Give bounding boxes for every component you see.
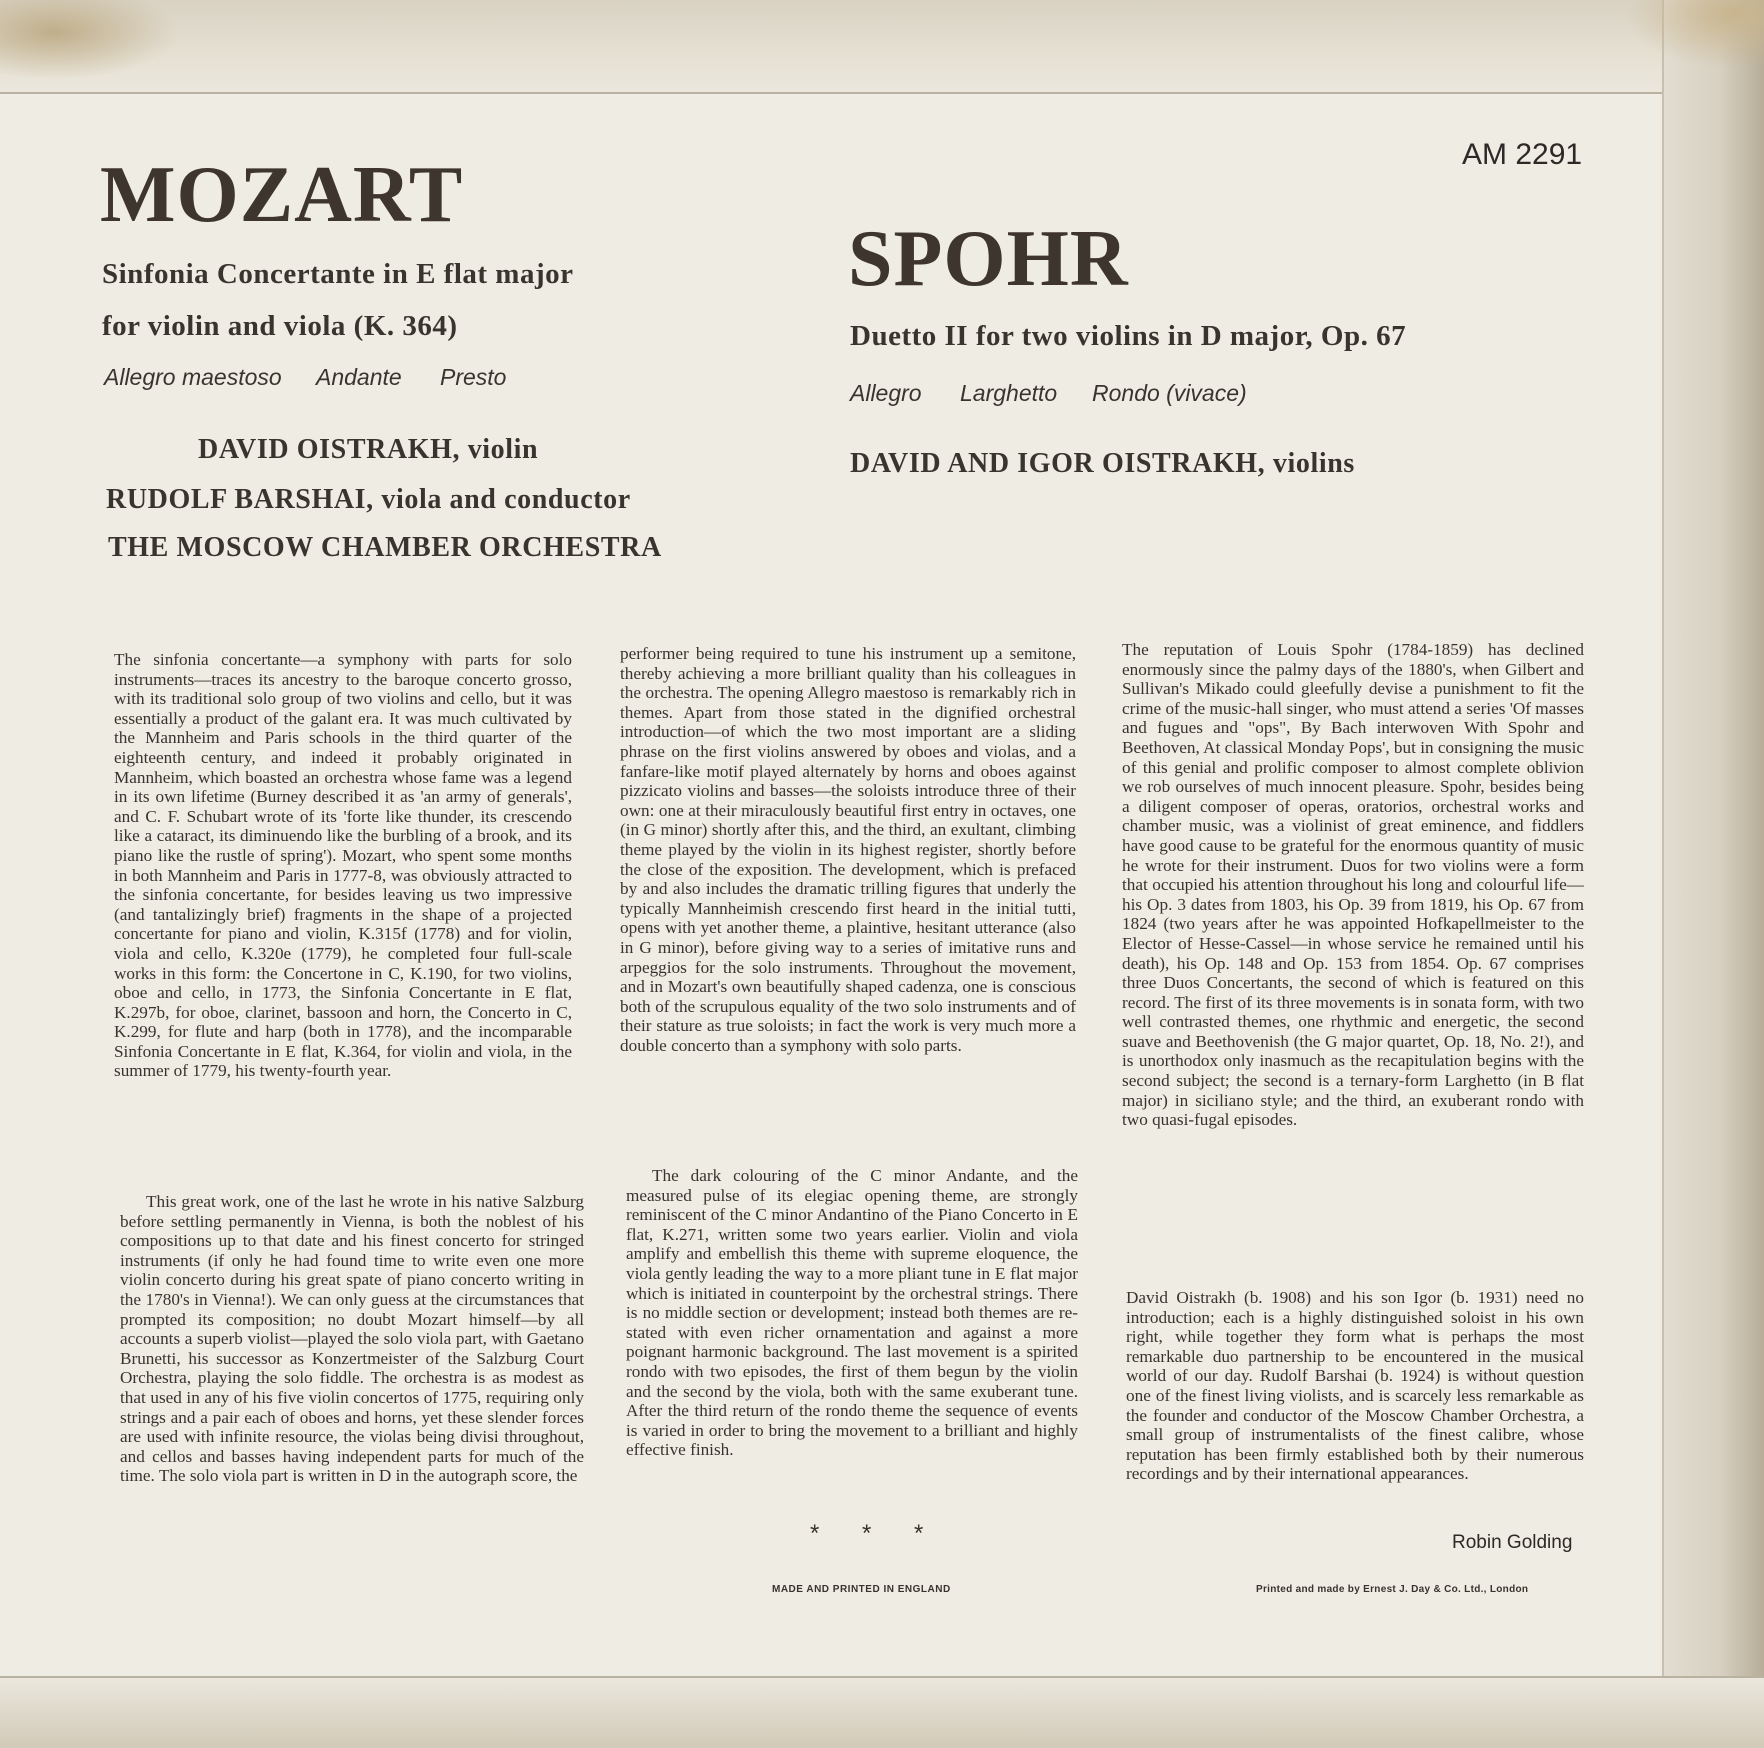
spohr-movements [850,380,1350,410]
liner-notes-paragraph: The sinfonia concertante—a symphony with parts for solo instruments—traces its ancestry to the baroque concerto grosso, with its traditional solo group of two violins and cello, but it was essentially a product of the galant era. It was much cultivated by the Mannheim and Paris schools in the third quarter of the eighteenth century, and indeed it probably originated in Mannheim, which boasted an orchestra whose fame was a legend in its own lifetime (Burney described it as 'an army of generals', and C. F. Schubart wrote of its 'forte like thunder, its crescendo like a cataract, its diminuendo like the burbling of a brook, and its piano like the rustle of spring'). Mozart, who spent some months in both Mannheim and Paris in 1777-8, was obviously attracted to the sinfonia concertante, for besides leaving us two impressive (and tantalizingly brief) fragments in the shape of a projected concertante for piano and violin, K.315f (1778) and for violin, viola and cello, K.320e (1779), he completed four full-scale works in this form: the Concertone in C, K.190, for two violins, oboe and cello, in 1773, the Sinfonia Concertante in E flat, K.297b, for oboe, clarinet, bassoon and horn, the Concerto in C, K.299, for flute and harp (both in 1778), and the incomparable Sinfonia Concertante in E flat, K.364, for violin and viola, in the summer of 1779, his twenty-fourth year. [114,650,572,1081]
movement-label: Andante [316,364,402,390]
worn-top-edge [0,0,1764,94]
liner-notes-paragraph: The reputation of Louis Spohr (1784-1859) has declined enormously since the palmy days of the 1880's, when Gilbert and Sullivan's Mikado could gleefully devise a punishment to fit the crime of the music-hall singer, who must attend a series 'Of masses and fugues and "ops", By Bach interwoven With Spohr and Beethoven, At classical Monday Pops', but in consigning the music of this genial and prolific composer to almost complete oblivion we rob ourselves of much innocent pleasure. Spohr, besides being a diligent composer of operas, oratorios, orchestral works and chamber music, was a violinist of great eminence, and fiddlers have good cause to be grateful for the enormous quantity of music he wrote for their instrument. Duos for two violins were a form that occupied his attention throughout his long and colourful life—his Op. 3 dates from 1803, his Op. 39 from 1819, his Op. 67 from 1824 (two years after he was appointed Hofkapellmeister to the Elector of Hesse-Cassel—in whose service he remained until his death), his Op. 148 and Op. 153 from 1854. Op. 67 comprises three Duos Concertants, the second of which is featured on this record. The first of its three movements is in sonata form, with two well contrasted themes, one rhythmic and energetic, the second suave and Beethovenish (the G major quartet, Op. 18, No. 2!), and is unorthodox only inasmuch as the recapitulation begins with the second subject; the second is a ternary-form Larghetto (in B flat major) in siciliano style; and the third, an exuberant rondo with two quasi-fugal episodes. [1122,640,1584,1130]
catalog-number: AM 2291 [1462,138,1583,171]
movement-label: Allegro [850,380,922,406]
movement-label: Allegro maestoso [104,364,282,390]
performer-line: RUDOLF BARSHAI, viola and conductor [106,484,631,515]
performer-line: DAVID OISTRAKH, violin [198,434,539,465]
stain-mark [1624,0,1764,70]
made-in-notice: MADE AND PRINTED IN ENGLAND [772,1584,951,1595]
movement-label: Presto [440,364,507,390]
worn-right-edge [1662,0,1764,1748]
worn-bottom-edge [0,1676,1764,1748]
mozart-work-title-line1: Sinfonia Concertante in E flat major [102,258,574,290]
section-separator: * * * [810,1520,942,1547]
printer-credit: Printed and made by Ernest J. Day & Co. Ltd., London [1256,1584,1529,1595]
stain-mark [0,0,180,80]
mozart-composer-heading: MOZART [100,151,464,239]
mozart-work-title-line2: for violin and viola (K. 364) [102,310,458,342]
performer-line: THE MOSCOW CHAMBER ORCHESTRA [108,532,662,563]
spohr-work-title: Duetto II for two violins in D major, Op. 67 [850,320,1407,352]
liner-notes-paragraph: David Oistrakh (b. 1908) and his son Igor (b. 1931) need no introduction; each is a highly distinguished soloist in his own right, while together they form what is perhaps the most remarkable duo partnership to be encountered in the musical world of our day. Rudolf Barshai (b. 1924) is without question one of the finest living violists, and is scarcely less remarkable as the founder and conductor of the Moscow Chamber Orchestra, a small group of instrumentalists of the finest calibre, whose reputation has been firmly established both by their numerous recordings and by their international appearances. [1126,1288,1584,1484]
spohr-composer-heading: SPOHR [848,215,1129,303]
mozart-movements [104,364,604,394]
liner-notes-paragraph: The dark colouring of the C minor Andante, and the measured pulse of its elegiac opening theme, are strongly reminiscent of the C minor Andantino of the Piano Concerto in E flat, K.271, written some two years earlier. Violin and viola amplify and embellish this theme with supreme eloquence, the viola gently leading the way to a more pliant tune in E flat major which is initiated in counterpoint by the orchestral strings. There is no middle section or development; instead both themes are re-stated with even richer ornamentation and against a more poignant harmonic background. The last movement is a spirited rondo with two episodes, the first of them begun by the violin and the second by the viola, both with the same exuberant tune. After the third return of the rondo theme the sequence of events is varied in order to bring the movement to a brilliant and highly effective finish. [626,1166,1078,1460]
liner-notes-paragraph: performer being required to tune his instrument up a semitone, thereby achieving a more brilliant quality than his colleagues in the orchestra. The opening Allegro maestoso is remarkably rich in themes. Apart from those stated in the dignified orchestral introduction—of which the two most important are a sliding phrase on the first violins answered by oboes and violas, and a fanfare-like motif played alternately by horns and oboes against pizzicato violins and basses—the soloists introduce three of their own: one at their miraculously beautiful first entry in octaves, one (in G minor) shortly after this, and the third, an exultant, climbing theme played by the violin in its highest register, shortly before the close of the exposition. The development, which is prefaced by and also includes the dramatic trilling figures that underly the typically Mannheimish crescendo first heard in the initial tutti, opens with yet another theme, a plaintive, hesitant utterance (also in G minor), before giving way to a series of imitative runs and arpeggios for the solo instruments. Throughout the movement, and in Mozart's own beautifully shaped cadenza, one is conscious both of the scrupulous equality of the two solo instruments and of their stature as true soloists; in fact the work is very much more a double concerto than a symphony with solo parts. [620,644,1076,1055]
movement-label: Larghetto [960,380,1058,406]
author-signature: Robin Golding [1452,1532,1573,1553]
movement-label: Rondo (vivace) [1092,380,1247,406]
spohr-performers: DAVID AND IGOR OISTRAKH, violins [850,448,1355,479]
liner-notes-paragraph: This great work, one of the last he wrote in his native Salzburg before settling permanently in Vienna, is both the noblest of his compositions up to that date and his finest concerto for stringed instruments (if only he had found time to write even one more violin concerto during his great spate of piano concerto writing in the 1780's in Vienna!). We can only guess at the circumstances that prompted its composition; no doubt Mozart himself—by all accounts a superb violist—played the solo viola part, with Gaetano Brunetti, his successor as Konzertmeister of the Salzburg Court Orchestra, playing the solo fiddle. The orchestra is as modest as that used in any of his five violin concertos of 1775, requiring only strings and a pair each of oboes and horns, yet these slender forces are used with infinite resource, the violas being divisi throughout, and cellos and basses having independent parts for much of the time. The solo viola part is written in D in the autograph score, the [120,1192,584,1486]
